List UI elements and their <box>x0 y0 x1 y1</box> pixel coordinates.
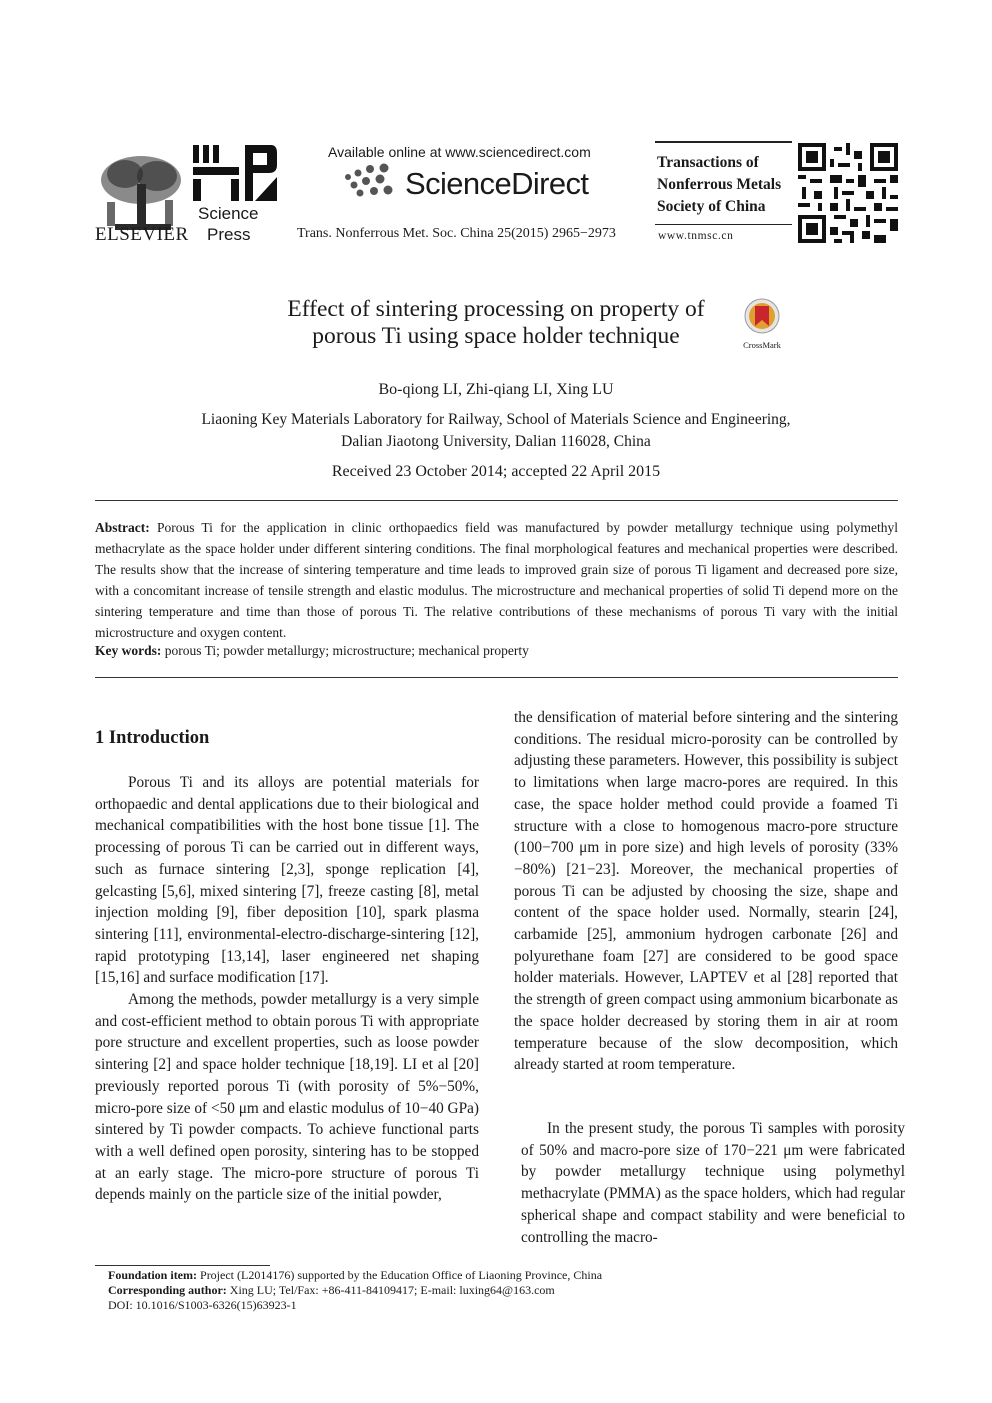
affiliation-line-2: Dalian Jiaotong University, Dalian 116028, China <box>341 433 651 450</box>
paragraph: Among the methods, powder metallurgy is a very simple and cost-efficient method to obtain porous Ti with appropriate pore structure and excellent properties, such as loose powder sintering [2] and space holder technique [18,19]. LI et al [20] previously reported porous Ti (with porosity of 5%−50%, micro-pore size of <50 μm and elastic modulus of 10−40 GPa) sintered by Ti powder compacts. To achieve functional parts with a well defined open porosity, sintering has to be stopped at an early stage. The micro-pore structure of porous Ti depends mainly on the particle size of the initial powder, <box>95 991 479 1204</box>
sciencedirect-wordmark: ScienceDirect <box>405 166 589 201</box>
abstract-text: Porous Ti for the application in clinic orthopaedics field was manufactured by powder metallurgy technique using polymethyl methacrylate as the space holder under different sintering conditions. The final morphological features and mechanical properties were described. The results show that the increase of sintering temperature and time leads to improved grain size of porous Ti ligament and decreased pore size, with a concomitant increase of tensile strength and elastic modulus. The microstructure and mechanical properties of solid Ti depend more on the sintering temperature and time than those of porous Ti. The relative contributions of these mechanisms of porous Ti vary with the initial microstructure and oxygen content. <box>95 520 899 640</box>
tnmsc-url: www.tnmsc.cn <box>658 230 734 242</box>
article-title-line-1: Effect of sintering processing on property of <box>287 296 705 322</box>
footnote-rule <box>95 1265 270 1266</box>
right-column-top <box>514 707 898 1076</box>
corresponding-author <box>108 1283 602 1298</box>
corresponding-label: Corresponding author: <box>108 1283 227 1297</box>
abstract-top-rule <box>95 500 898 501</box>
authors: Bo-qiong LI, Zhi-qiang LI, Xing LU <box>378 381 614 398</box>
abstract-label: Abstract: <box>95 520 150 535</box>
science-press-word-science: Science <box>198 204 259 223</box>
abstract <box>95 517 898 643</box>
crossmark-icon <box>740 298 784 334</box>
tnmsc-line-2: Nonferrous Metals <box>657 176 782 193</box>
tnmsc-line-1: Transactions of <box>657 154 759 171</box>
foundation-text: Project (L2014176) supported by the Education Office of Liaoning Province, China <box>200 1268 603 1282</box>
science-press-word-press: Press <box>207 225 251 244</box>
right-column-bottom <box>521 1118 905 1248</box>
sciencedirect-online-notice: Available online at www.sciencedirect.com <box>328 144 591 160</box>
science-press-logo <box>191 143 277 203</box>
affiliation-line-1: Liaoning Key Materials Laboratory for Railway, School of Materials Science and Engineering, <box>201 411 791 428</box>
corresponding-text: Xing LU; Tel/Fax: +86-411-84109417; E-mail: luxing64@163.com <box>229 1283 555 1297</box>
paragraph: Porous Ti and its alloys are potential materials for orthopaedic and dental applications due to their biological and mechanical compatibilities with the host bone tissue [1]. The processing of porous Ti can be carried out in different ways, such as furnace sintering [2,3], sponge replication [4], gelcasting [5,6], mixed sintering [7], freeze casting [8], metal injection molding [9], fiber deposition [10], spark plasma sintering [11], environmental-electro-discharge-sintering [12], rapid prototyping [13,14], laser engineered net shaping [15,16] and surface modification [17]. <box>95 774 479 987</box>
crossmark-label: CrossMark <box>743 340 781 350</box>
keywords <box>95 643 898 659</box>
sciencedirect-dots-icon <box>342 163 402 203</box>
keywords-label: Key words: <box>95 643 162 658</box>
doi[interactable]: DOI: 10.1016/S1003-6326(15)63923-1 <box>108 1298 297 1312</box>
journal-citation: Trans. Nonferrous Met. Soc. China 25(2015) 2965−2973 <box>297 226 616 241</box>
paragraph: the densification of material before sintering and the sintering conditions. The residual micro-porosity can be controlled by adjusting these parameters. However, this possibility is subject to limitations when large macro-pores are required. In this case, the space holder method could provide a foamed Ti structure with a close to homogenous macro-pore structure (100−700 μm in pore size) and high levels of porosity (33%−80%) [21−23]. Moreover, the mechanical properties of porous Ti can be adjusted by choosing the size, shape and content of the space holder used. Normally, stearin [24], carbamide [25], ammonium hydrogen carbonate [26] and polyurethane foam [27] are considered to be good space holder materials. However, LAPTEV et al [28] reported that the strength of green compact using ammonium bicarbonate as the space holder decreased by storing them in air at room temperature because of the slow decomposition, which already started at room temperature. <box>514 709 899 1074</box>
article-title-line-2: porous Ti using space holder technique <box>312 323 680 349</box>
tnmsc-top-rule <box>655 141 792 143</box>
qr-code-icon <box>798 143 898 243</box>
abstract-bottom-rule <box>95 677 898 678</box>
left-column <box>95 772 479 1206</box>
tnmsc-bottom-rule <box>655 224 792 225</box>
foundation-item <box>108 1268 602 1283</box>
footnotes <box>108 1268 602 1313</box>
foundation-label: Foundation item: <box>108 1268 198 1282</box>
section-heading: 1 Introduction <box>95 728 210 748</box>
tnmsc-line-3: Society of China <box>657 198 766 215</box>
paragraph: In the present study, the porous Ti samples with porosity of 50% and macro-pore size of 170−221 μm were fabricated by powder metallurgy technique using polymethyl methacrylate (PMMA) as the space holders, which had regular spherical shape and compact stability and were beneficial to controlling the macro- <box>521 1120 905 1246</box>
crossmark-badge[interactable] <box>740 298 784 350</box>
elsevier-wordmark: ELSEVIER <box>95 224 189 245</box>
received-dates: Received 23 October 2014; accepted 22 April 2015 <box>331 463 661 480</box>
keywords-text: porous Ti; powder metallurgy; microstructure; mechanical property <box>164 643 529 658</box>
